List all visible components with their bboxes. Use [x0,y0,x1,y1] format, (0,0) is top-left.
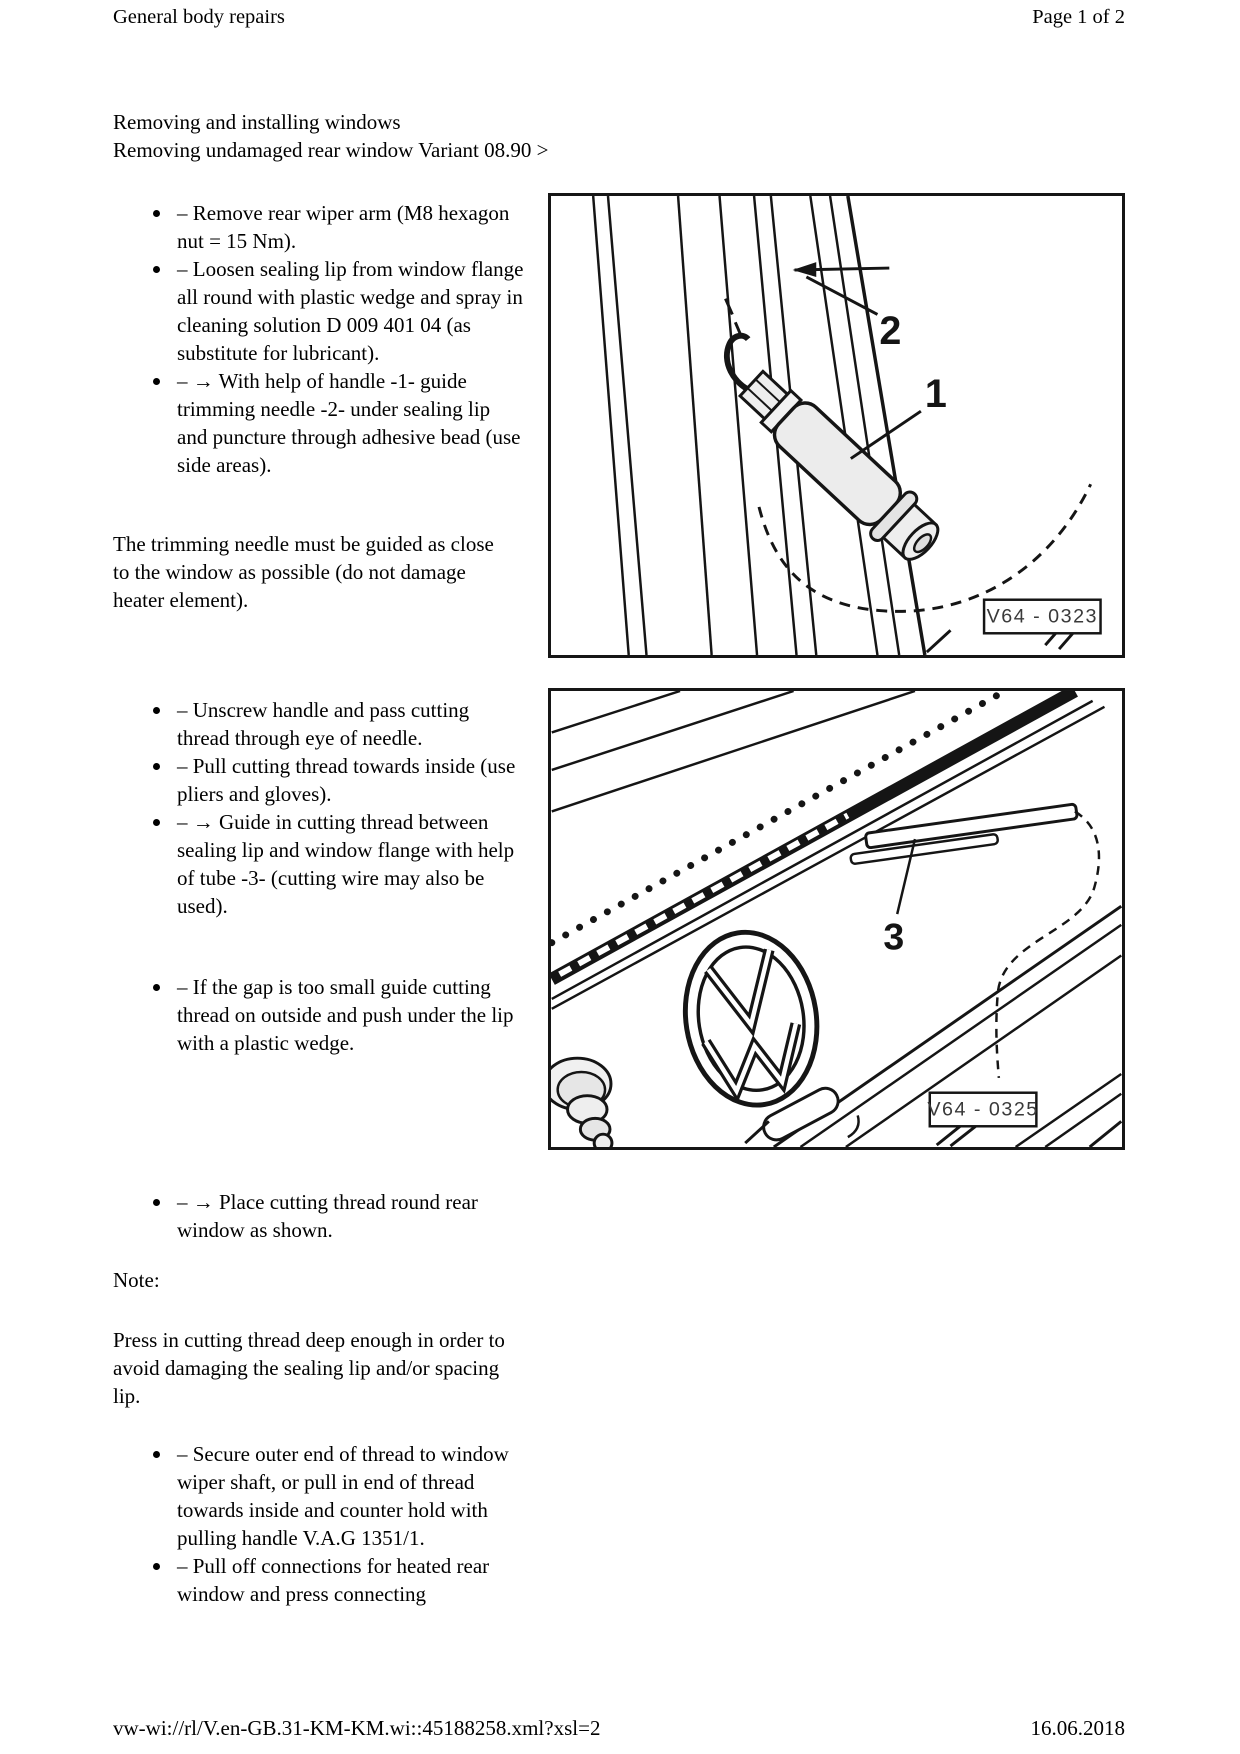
panel-recess [759,1084,858,1145]
bullet-icon [150,367,177,479]
sealing-lip-dashes [725,299,741,337]
figure-code-badge [927,1093,1038,1127]
page-number: Page 1 of 2 [1032,6,1125,28]
list-item-text: – → With help of handle -1- guide trimming needle -2- under sealing lip and puncture through adhesive bead (use side areas). [177,369,521,477]
list-item-text: – → Place cutting thread round rear window as shown. [177,1190,478,1242]
callout-2-label: 2 [879,309,902,354]
guide-tube [848,804,1080,864]
bullet-icon [150,255,177,367]
page-footer [113,1716,1125,1741]
bullet-icon [150,696,177,752]
callout-3-label: 3 [883,915,905,958]
list-item [150,199,525,255]
instruction-list-1 [150,199,525,479]
figure-2-illustration [551,691,1122,1147]
list-item-text: – Loosen sealing lip from window flange all round with plastic wedge and spray in cleaning solution D 009 401 04 (as substitute for lubricant). [177,257,524,365]
footer-date: 16.06.2018 [1030,1716,1125,1740]
header-section-title: General body repairs [113,6,285,28]
list-item [150,752,525,808]
bullet-icon [150,1188,177,1244]
list-item-text: – Pull off connections for heated rear window and press connecting [177,1554,490,1606]
bullet-icon [150,199,177,255]
list-item-text: – Secure outer end of thread to window wiper shaft, or pull in end of thread towards inside and counter hold with pulling handle V.A.G 1351/1. [177,1442,509,1550]
bullet-icon [150,973,177,1057]
figure-1-illustration [551,196,1122,655]
instruction-list-4 [150,1188,525,1244]
figure-trimming-needle [548,193,1125,658]
cutting-thread-dashed [996,811,1099,1077]
list-item [150,1188,525,1244]
page-header [113,6,1125,29]
title-line-2: Removing undamaged rear window Variant 08.90 > [113,138,549,162]
wiper-shaft [551,1058,612,1147]
instruction-list-5 [150,1440,525,1608]
body-paragraph: Press in cutting thread deep enough in order to avoid damaging the sealing lip and/or spacing lip. [113,1328,505,1408]
title-line-1: Removing and installing windows [113,110,401,134]
list-item [150,255,525,367]
figure-code-badge [984,600,1100,634]
adhesive-bead-dots [552,695,998,943]
list-item [150,1440,525,1552]
list-item-text: – Pull cutting thread towards inside (use pliers and gloves). [177,754,516,806]
list-item [150,367,525,479]
figure-code-label: V64 - 0325 [927,1098,1039,1121]
body-paragraph: The trimming needle must be guided as close to the window as possible (do not damage heater element). [113,532,494,612]
callout-1 [851,372,947,458]
instruction-list-3 [150,973,525,1057]
bullet-icon [150,1440,177,1552]
trimming-needle-hook [727,336,752,392]
figure-cutting-thread [548,688,1125,1150]
footer-document-uri: vw-wi://rl/V.en-GB.31-KM-KM.wi::45188258.xml?xsl=2 [113,1716,601,1740]
list-item-text: – Remove rear wiper arm (M8 hexagon nut = 15 Nm). [177,201,510,253]
list-item-text: – If the gap is too small guide cutting thread on outside and push under the lip with a plastic wedge. [177,975,514,1055]
list-item [150,808,525,920]
note-label: Note: [113,1268,160,1292]
document-title [113,108,733,164]
list-item [150,1552,525,1608]
list-item [150,973,525,1057]
rear-window-edge-lines [552,691,1122,1147]
bullet-icon [150,808,177,920]
callout-1-label: 1 [924,372,947,417]
bullet-icon [150,752,177,808]
list-item-text: – → Guide in cutting thread between sealing lip and window flange with help of tube -3- (cutting wire may also be used). [177,810,515,918]
figure-code-label: V64 - 0323 [986,605,1098,628]
list-item-text: – Unscrew handle and pass cutting thread through eye of needle. [177,698,470,750]
list-item [150,696,525,752]
vw-logo [673,923,829,1115]
instruction-list-2 [150,696,525,920]
bullet-icon [150,1552,177,1608]
window-pillar-lines [593,196,925,655]
